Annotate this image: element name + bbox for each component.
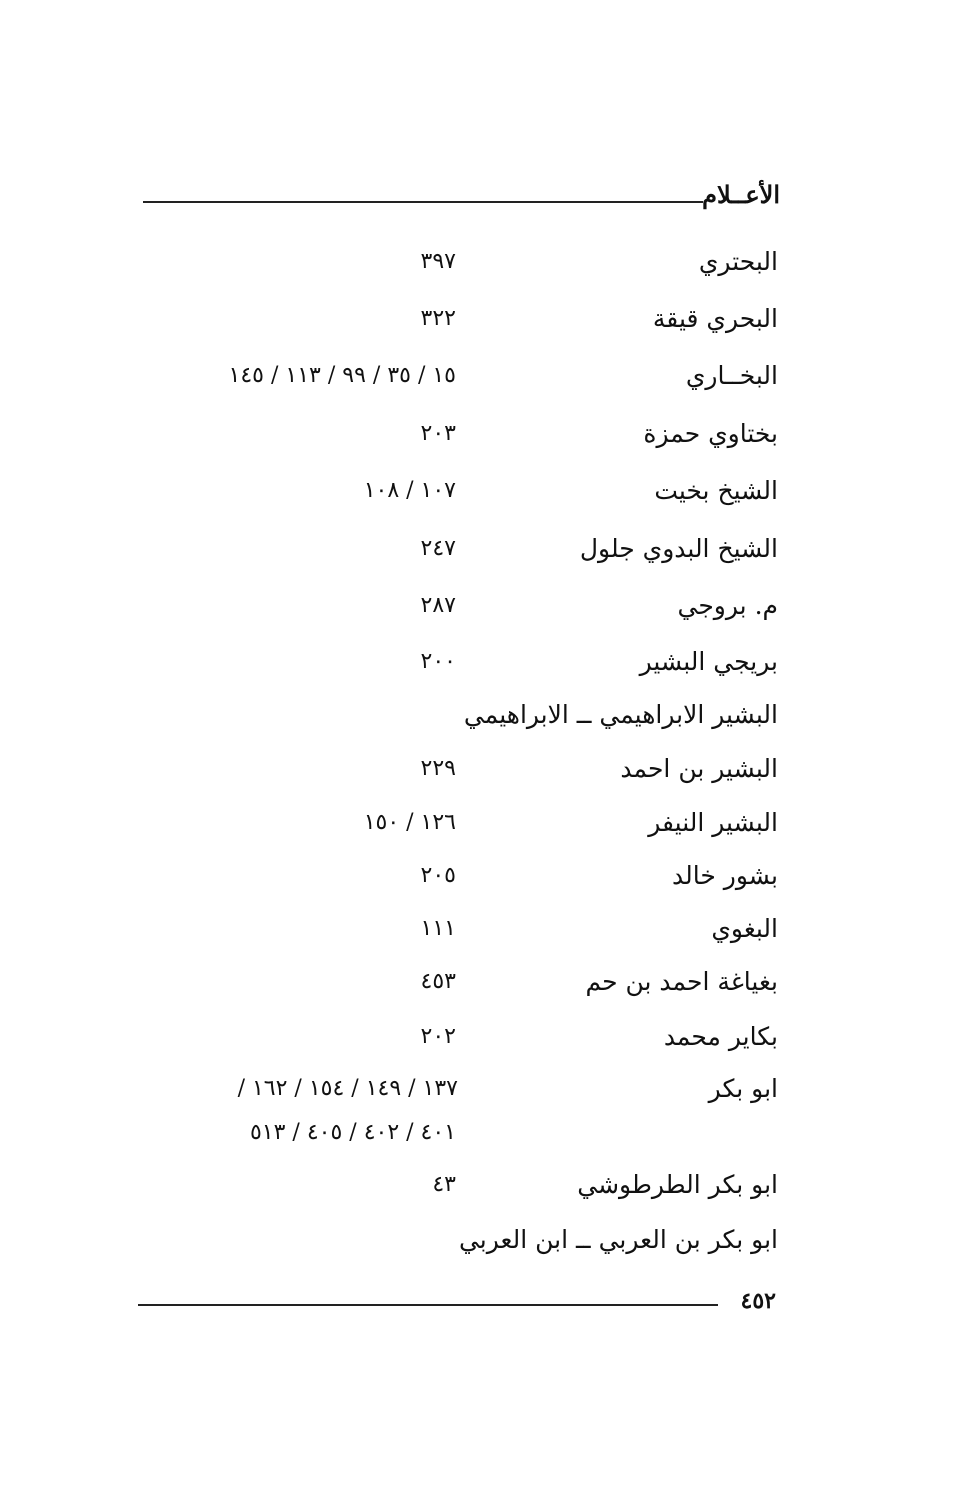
entry-name: البشير النيفر bbox=[648, 808, 778, 837]
entry-name: ابو بكر بن العربي ــ ابن العربي bbox=[458, 1225, 778, 1254]
entry-pages: ١٢٦ / ١٥٠ bbox=[363, 810, 456, 835]
index-entry bbox=[0, 967, 956, 1007]
entry-name: البحري قيقة bbox=[652, 304, 778, 333]
index-entry bbox=[0, 647, 956, 687]
index-entry bbox=[0, 591, 956, 631]
entry-name: البغوي bbox=[711, 914, 778, 943]
entry-pages: ٢٢٩ bbox=[420, 756, 456, 781]
entry-pages: ٢٠٥ bbox=[420, 863, 456, 888]
entry-pages: ٢٤٧ bbox=[420, 536, 456, 561]
index-entry bbox=[0, 754, 956, 794]
entry-name: البشير بن احمد bbox=[620, 754, 778, 783]
entry-name: ابو بكر bbox=[708, 1074, 778, 1103]
entry-pages: ٢٠٠ bbox=[420, 649, 456, 674]
header-rule bbox=[143, 201, 703, 203]
index-entry bbox=[0, 808, 956, 848]
index-entry bbox=[0, 419, 956, 459]
entry-name: بكاير محمد bbox=[663, 1022, 778, 1051]
index-entry bbox=[0, 1022, 956, 1062]
entry-pages: ١٣٧ / ١٤٩ / ١٥٤ / ١٦٢ / bbox=[237, 1076, 458, 1101]
entry-name: بريجي البشير bbox=[639, 647, 778, 676]
entry-pages: ١٥ / ٣٥ / ٩٩ / ١١٣ / ١٤٥ bbox=[228, 363, 456, 388]
index-entry bbox=[0, 1225, 956, 1265]
entry-name: البشير الابراهيمي ــ الابراهيمي bbox=[463, 700, 778, 729]
index-entry bbox=[0, 1074, 956, 1164]
entry-name: بغياغة احمد بن حم bbox=[585, 967, 778, 996]
index-entry bbox=[0, 914, 956, 954]
footer-rule bbox=[138, 1304, 718, 1306]
entry-name: البخــاري bbox=[685, 361, 778, 390]
entry-pages: ٤٥٣ bbox=[420, 969, 456, 994]
entry-name: الشيخ بخيت bbox=[654, 476, 778, 505]
entry-name: بشور خالد bbox=[671, 861, 778, 890]
entry-pages: ١٠٧ / ١٠٨ bbox=[363, 478, 456, 503]
entry-name: ابو بكر الطرطوشي bbox=[577, 1170, 778, 1199]
section-title: الأعــلام bbox=[702, 180, 780, 209]
entry-pages-continued: ٤٠١ / ٤٠٢ / ٤٠٥ / ٥١٣ bbox=[249, 1120, 456, 1145]
entry-name: م. بروجي bbox=[677, 591, 778, 620]
entry-pages: ٢٨٧ bbox=[420, 593, 456, 618]
entry-pages: ٢٠٣ bbox=[420, 421, 456, 446]
index-entry bbox=[0, 304, 956, 344]
entry-pages: ١١١ bbox=[420, 916, 456, 941]
entry-pages: ٢٠٢ bbox=[420, 1024, 456, 1049]
entry-pages: ٤٣ bbox=[432, 1172, 456, 1197]
index-entry bbox=[0, 1170, 956, 1210]
entry-name: بختاوي حمزة bbox=[643, 419, 778, 448]
entry-name: الشيخ البدوي جلول bbox=[579, 534, 778, 563]
entry-name: البحتري bbox=[698, 247, 778, 276]
index-entry bbox=[0, 861, 956, 901]
entry-pages: ٣٢٢ bbox=[420, 306, 456, 331]
entry-pages: ٣٩٧ bbox=[420, 249, 456, 274]
index-entry bbox=[0, 247, 956, 287]
index-entry bbox=[0, 534, 956, 574]
index-entry bbox=[0, 700, 956, 740]
index-entry bbox=[0, 361, 956, 401]
index-entry bbox=[0, 476, 956, 516]
page-number: ٤٥٢ bbox=[740, 1288, 776, 1314]
